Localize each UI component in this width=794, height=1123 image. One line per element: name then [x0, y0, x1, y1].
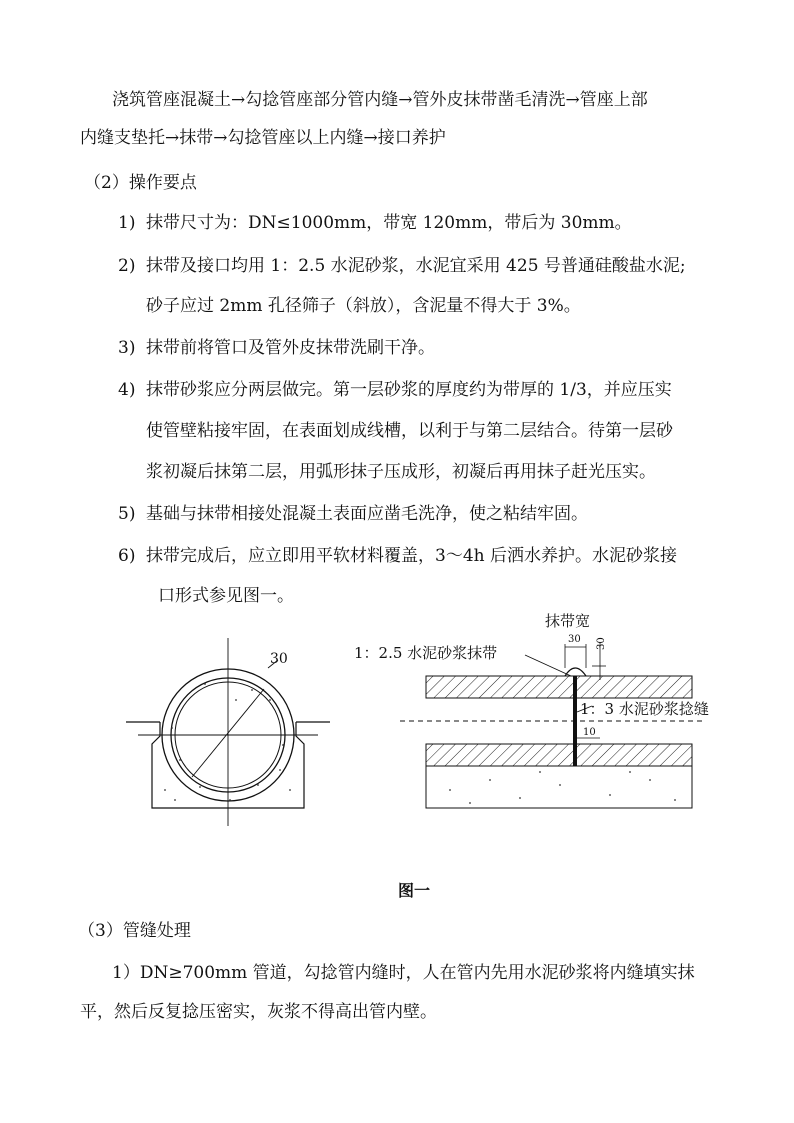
item-text: 使管壁粘接牢固，在表面划成线槽，以利于与第二层结合。待第一层砂 — [146, 421, 673, 441]
figure-caption: 图一 — [398, 881, 431, 900]
process-flow-line-2: 内缝支垫托→抹带→勾捻管座以上内缝→接口养护 — [80, 128, 446, 148]
pipe-joint-section-diagram — [400, 642, 704, 808]
item-text: 基础与抹带相接处混凝土表面应凿毛洗净，使之粘结牢固。 — [146, 504, 588, 524]
pipe-cross-section-diagram — [126, 638, 330, 826]
item-number: 4) — [118, 380, 136, 400]
band-width-label: 抹带宽 — [545, 612, 591, 630]
process-flow-line-1: 浇筑管座混凝土→勾捻管座部分管内缝→管外皮抹带凿毛清洗→管座上部 — [112, 90, 648, 110]
section-heading-joint-treatment: （3）管缝处理 — [78, 921, 191, 941]
dimension-10: 10 — [583, 727, 596, 738]
mortar-seam-label: 1：3 水泥砂浆捻缝 — [580, 700, 709, 718]
item-text: 抹带尺寸为：DN≤1000mm，带宽 120mm，带后为 30mm。 — [146, 213, 632, 233]
item-number: 6) — [118, 546, 136, 566]
item-text: 浆初凝后抹第二层，用弧形抹子压成形，初凝后再用抹子赶光压实。 — [146, 462, 656, 482]
item-number: 2) — [118, 256, 136, 276]
item-text: 抹带砂浆应分两层做完。第一层砂浆的厚度约为带厚的 1/3，并应压实 — [146, 380, 672, 400]
item-text: 口形式参见图一。 — [158, 586, 294, 606]
item-text: 抹带前将管口及管外皮抹带洗刷干净。 — [146, 338, 435, 358]
item-number: 1) — [118, 213, 136, 233]
pipe-wall-dimension-label: 30 — [270, 651, 288, 667]
item-number: 3) — [118, 338, 136, 358]
joint-treatment-line-2: 平，然后反复捻压密实，灰浆不得高出管内壁。 — [80, 1002, 437, 1022]
dimension-30-horizontal: 30 — [568, 634, 581, 645]
item-text: 抹带及接口均用 1：2.5 水泥砂浆，水泥宜采用 425 号普通硅酸盐水泥; — [146, 256, 686, 276]
mortar-band-label: 1：2.5 水泥砂浆抹带 — [354, 644, 498, 662]
joint-treatment-line-1: 1）DN≥700mm 管道，勾捻管内缝时，人在管内先用水泥砂浆将内缝填实抹 — [112, 963, 695, 983]
section-heading-operation-points: （2）操作要点 — [84, 173, 197, 193]
item-number: 5) — [118, 504, 136, 524]
item-text: 抹带完成后，应立即用平软材料覆盖，3～4h 后洒水养护。水泥砂浆接 — [146, 546, 677, 566]
item-text: 砂子应过 2mm 孔径筛子（斜放），含泥量不得大于 3%。 — [146, 296, 581, 316]
dimension-30-vertical: 30 — [596, 637, 607, 650]
